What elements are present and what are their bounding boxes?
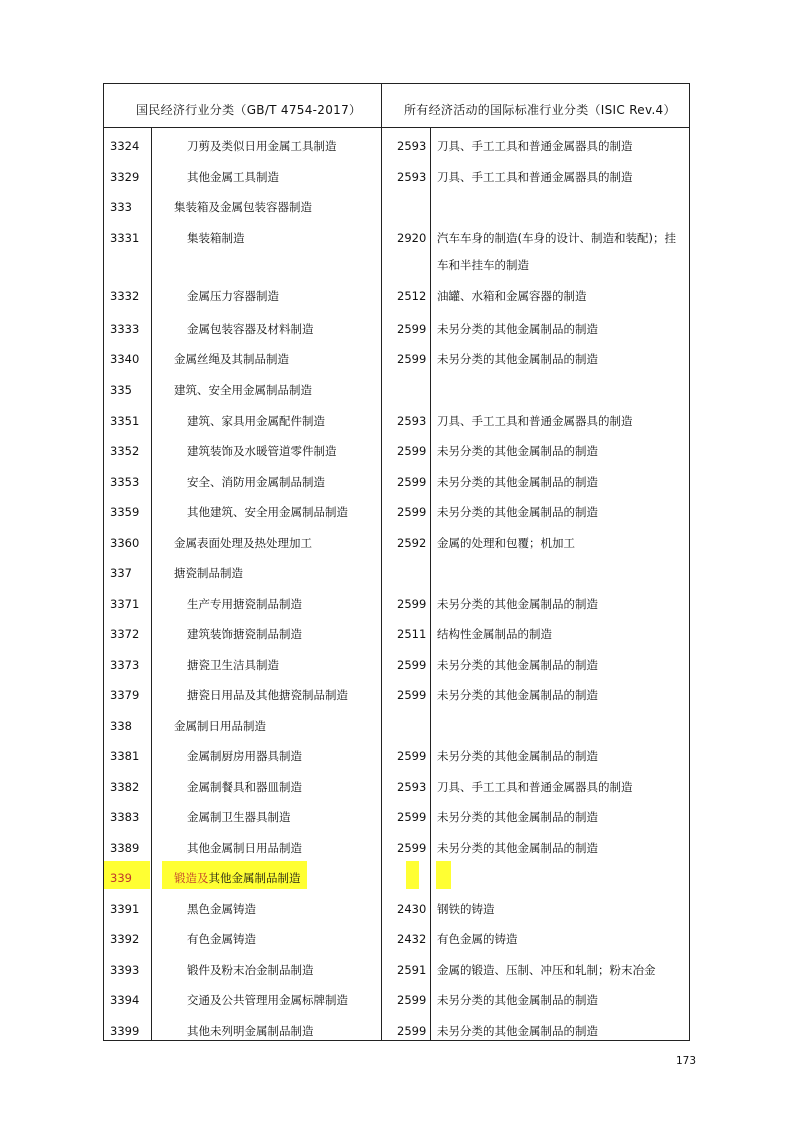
- row-code: 3333: [110, 322, 140, 336]
- row-isic-desc: 未另分类的其他金属制品的制造: [437, 658, 598, 672]
- row-code: 333: [110, 200, 132, 214]
- row-isic-code: 2599: [397, 810, 427, 824]
- row-isic-code: 2920: [397, 231, 427, 245]
- table-row: [104, 619, 689, 649]
- row-isic-desc: 油罐、水箱和金属容器的制造: [437, 289, 587, 303]
- row-name: 黑色金属铸造: [187, 902, 256, 916]
- row-isic-code: 2593: [397, 414, 427, 428]
- row-code: 3360: [110, 536, 140, 550]
- row-code: 3352: [110, 444, 140, 458]
- row-name: 搪瓷日用品及其他搪瓷制品制造: [187, 688, 348, 702]
- table-row: [104, 1016, 689, 1046]
- row-code: 3329: [110, 170, 140, 184]
- row-isic-code: 2511: [397, 627, 427, 641]
- table-row: [104, 680, 689, 710]
- row-isic-desc: 未另分类的其他金属制品的制造: [437, 810, 598, 824]
- row-isic-code: 2593: [397, 780, 427, 794]
- row-code: 3353: [110, 475, 140, 489]
- table-row: [104, 924, 689, 954]
- row-isic-desc: 未另分类的其他金属制品的制造: [437, 841, 598, 855]
- row-name: 生产专用搪瓷制品制造: [187, 597, 302, 611]
- row-code: 3383: [110, 810, 140, 824]
- row-isic-code: 2512: [397, 289, 427, 303]
- row-isic-desc: 未另分类的其他金属制品的制造: [437, 444, 598, 458]
- row-name: 金属制卫生器具制造: [187, 810, 291, 824]
- table-row: [104, 772, 689, 802]
- row-code: 335: [110, 383, 132, 397]
- row-name: 搪瓷制品制造: [174, 566, 243, 580]
- row-name: [174, 871, 301, 885]
- table-row: [104, 741, 689, 771]
- row-code: 339: [110, 871, 132, 885]
- table-row: [104, 192, 689, 222]
- row-code: 3389: [110, 841, 140, 855]
- table-row: [104, 528, 689, 558]
- row-isic-code: 2599: [397, 444, 427, 458]
- row-name: 集装箱制造: [187, 231, 245, 245]
- row-isic-desc: 刀具、手工工具和普通金属器具的制造: [437, 414, 633, 428]
- row-name: 金属表面处理及热处理加工: [174, 536, 312, 550]
- row-isic-desc: 未另分类的其他金属制品的制造: [437, 505, 598, 519]
- table-row: [104, 406, 689, 436]
- table-row: [104, 162, 689, 192]
- row-isic-code: 2593: [397, 170, 427, 184]
- table-row: [104, 467, 689, 497]
- row-isic-desc: 未另分类的其他金属制品的制造: [437, 749, 598, 763]
- row-code: 3381: [110, 749, 140, 763]
- row-name: 金属包装容器及材料制造: [187, 322, 314, 336]
- row-isic-desc: 刀具、手工工具和普通金属器具的制造: [437, 139, 633, 153]
- table-row: [104, 955, 689, 985]
- row-name: 其他未列明金属制品制造: [187, 1024, 314, 1038]
- row-isic-desc: 刀具、手工工具和普通金属器具的制造: [437, 780, 633, 794]
- row-code: 3332: [110, 289, 140, 303]
- row-name: 其他金属工具制造: [187, 170, 279, 184]
- table-row: [104, 650, 689, 680]
- row-code: 3372: [110, 627, 140, 641]
- row-code: 337: [110, 566, 132, 580]
- table-row: [104, 344, 689, 374]
- table-row: [104, 497, 689, 527]
- row-isic-code: 2592: [397, 536, 427, 550]
- row-isic-desc: 未另分类的其他金属制品的制造: [437, 475, 598, 489]
- row-name: 金属制餐具和器皿制造: [187, 780, 302, 794]
- table-row: [104, 131, 689, 161]
- row-name: 刀剪及类似日用金属工具制造: [187, 139, 337, 153]
- row-name-edited-part: 锻造及: [174, 871, 209, 885]
- row-isic-code: 2599: [397, 688, 427, 702]
- row-code: 3331: [110, 231, 140, 245]
- table-row: [104, 281, 689, 311]
- row-isic-code: 2599: [397, 475, 427, 489]
- table-row: [104, 985, 689, 1015]
- row-name: 建筑装饰及水暖管道零件制造: [187, 444, 337, 458]
- row-name: 建筑、家具用金属配件制造: [187, 414, 325, 428]
- row-code: 3393: [110, 963, 140, 977]
- row-isic-code: 2599: [397, 352, 427, 366]
- header-left: 国民经济行业分类（GB/T 4754-2017）: [136, 103, 362, 117]
- row-code: 3394: [110, 993, 140, 1007]
- table-row: [104, 223, 689, 279]
- table-row-highlighted: [104, 863, 689, 893]
- row-isic-desc-line2: 车和半挂车的制造: [437, 258, 529, 272]
- row-name: 其他金属制日用品制造: [187, 841, 302, 855]
- row-name: 其他建筑、安全用金属制品制造: [187, 505, 348, 519]
- table-row: [104, 589, 689, 619]
- table-row: [104, 802, 689, 832]
- row-isic-desc: 金属的锻造、压制、冲压和轧制；粉末冶金: [437, 963, 656, 977]
- row-name: 安全、消防用金属制品制造: [187, 475, 325, 489]
- table-row: [104, 711, 689, 741]
- row-code: 3373: [110, 658, 140, 672]
- row-code: 3359: [110, 505, 140, 519]
- row-isic-code: 2599: [397, 993, 427, 1007]
- row-isic-code: 2599: [397, 1024, 427, 1038]
- row-name: 搪瓷卫生洁具制造: [187, 658, 279, 672]
- header-rule: [103, 127, 690, 128]
- table-row: [104, 314, 689, 344]
- row-name: 锻件及粉末冶金制品制造: [187, 963, 314, 977]
- row-isic-desc: 有色金属的铸造: [437, 932, 518, 946]
- row-code: 3324: [110, 139, 140, 153]
- row-isic-desc: 未另分类的其他金属制品的制造: [437, 352, 598, 366]
- row-isic-desc: 汽车车身的制造(车身的设计、制造和装配)；挂: [437, 231, 676, 245]
- row-name: 金属制日用品制造: [174, 719, 266, 733]
- row-code: 3351: [110, 414, 140, 428]
- row-isic-code: 2591: [397, 963, 427, 977]
- header-right: 所有经济活动的国际标准行业分类（ISIC Rev.4）: [404, 103, 676, 117]
- row-isic-code: 2599: [397, 841, 427, 855]
- row-isic-code: 2599: [397, 505, 427, 519]
- row-name-rest: 其他金属制品制造: [208, 871, 301, 885]
- row-isic-code: 2599: [397, 322, 427, 336]
- row-code: 3340: [110, 352, 140, 366]
- table-row: [104, 436, 689, 466]
- row-code: 3379: [110, 688, 140, 702]
- row-isic-desc: 未另分类的其他金属制品的制造: [437, 597, 598, 611]
- row-code: 3392: [110, 932, 140, 946]
- page-number: 173: [676, 1055, 697, 1067]
- row-name: 交通及公共管理用金属标牌制造: [187, 993, 348, 1007]
- row-isic-code: 2432: [397, 932, 427, 946]
- row-isic-desc: 未另分类的其他金属制品的制造: [437, 1024, 598, 1038]
- row-name: 有色金属铸造: [187, 932, 256, 946]
- row-isic-desc: 钢铁的铸造: [437, 902, 495, 916]
- row-code: 338: [110, 719, 132, 733]
- table-row: [104, 375, 689, 405]
- table-row: [104, 833, 689, 863]
- row-name: 建筑装饰搪瓷制品制造: [187, 627, 302, 641]
- row-code: 3382: [110, 780, 140, 794]
- row-isic-code: 2599: [397, 749, 427, 763]
- row-name: 金属制厨房用器具制造: [187, 749, 302, 763]
- table-row: [104, 894, 689, 924]
- row-code: 3391: [110, 902, 140, 916]
- row-isic-desc: 金属的处理和包覆；机加工: [437, 536, 575, 550]
- row-code: 3371: [110, 597, 140, 611]
- row-isic-code: 2599: [397, 597, 427, 611]
- row-name: 建筑、安全用金属制品制造: [174, 383, 312, 397]
- row-name: 金属压力容器制造: [187, 289, 279, 303]
- row-name: 集装箱及金属包装容器制造: [174, 200, 312, 214]
- row-isic-desc: 未另分类的其他金属制品的制造: [437, 688, 598, 702]
- row-isic-code: 2430: [397, 902, 427, 916]
- row-name: 金属丝绳及其制品制造: [174, 352, 289, 366]
- row-isic-desc: 未另分类的其他金属制品的制造: [437, 322, 598, 336]
- row-isic-desc: 结构性金属制品的制造: [437, 627, 552, 641]
- row-isic-desc: 刀具、手工工具和普通金属器具的制造: [437, 170, 633, 184]
- row-isic-desc: 未另分类的其他金属制品的制造: [437, 993, 598, 1007]
- row-isic-code: 2599: [397, 658, 427, 672]
- row-isic-code: 2593: [397, 139, 427, 153]
- table-row: [104, 558, 689, 588]
- row-code: 3399: [110, 1024, 140, 1038]
